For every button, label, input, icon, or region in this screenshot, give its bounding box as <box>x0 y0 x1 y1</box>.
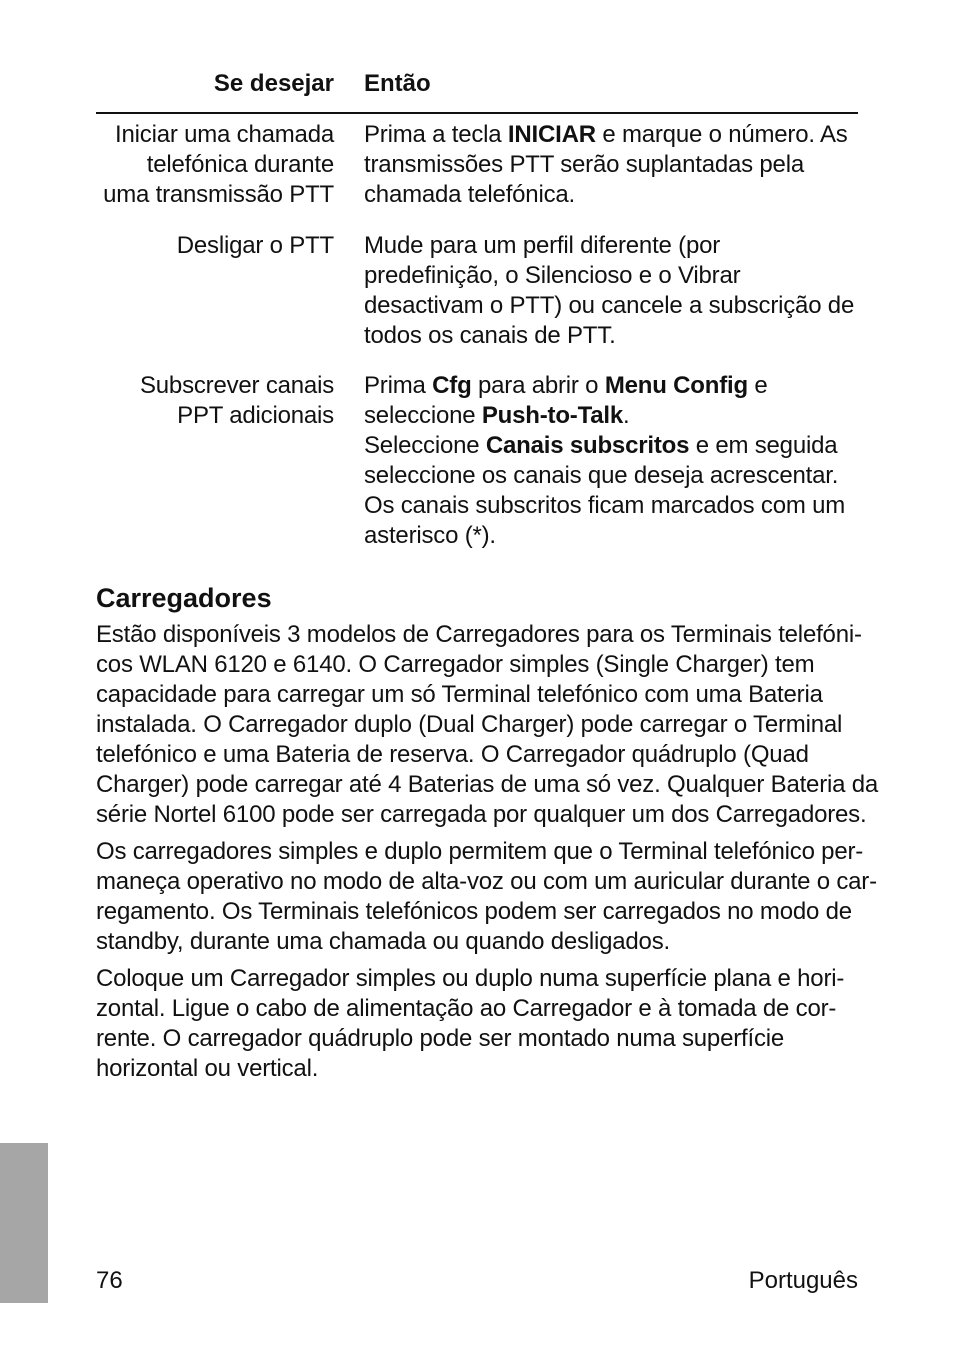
paragraph-line: cos WLAN 6120 e 6140. O Carregador simples (Single Charger) tem <box>96 651 815 678</box>
text-run: . <box>623 402 630 429</box>
action-line <box>364 401 864 431</box>
text-run: e marque o número. As <box>595 121 848 148</box>
key-cfg: Cfg <box>432 372 472 399</box>
paragraph-line: telefónico e uma Bateria de reserva. O Carregador quádruplo (Quad <box>96 741 809 768</box>
text-run: Prima a tecla <box>364 121 508 148</box>
row-condition <box>94 371 334 431</box>
row-condition <box>94 231 334 261</box>
paragraph <box>96 620 879 830</box>
text-run: Seleccione <box>364 432 486 459</box>
key-iniciar: INICIAR <box>507 121 596 148</box>
paragraph-line: série Nortel 6100 pode ser carregada por qualquer um dos Carregadores. <box>96 801 867 828</box>
text-run: seleccione <box>364 402 482 429</box>
text-run: Prima <box>364 372 433 399</box>
action-line <box>364 431 864 461</box>
action-line: Mude para um perfil diferente (por <box>364 232 721 259</box>
condition-line: Desligar o PTT <box>176 232 334 259</box>
action-line: chamada telefónica. <box>364 181 576 208</box>
row-action <box>364 231 864 351</box>
row-action <box>364 120 864 210</box>
section-title: Carregadores <box>96 583 272 613</box>
text-run: para abrir o <box>471 372 605 399</box>
page-number: 76 <box>96 1267 123 1294</box>
table-header <box>96 66 858 114</box>
menu-config-label: Menu Config <box>604 372 748 399</box>
condition-line: PPT adicionais <box>177 402 334 429</box>
condition-line: Iniciar uma chamada <box>115 121 334 148</box>
paragraph <box>96 837 877 957</box>
paragraph-line: Estão disponíveis 3 modelos de Carregadores para os Terminais telefóni- <box>96 621 862 648</box>
action-line: desactivam o PTT) ou cancele a subscrição de <box>364 292 855 319</box>
text-run: e <box>747 372 768 399</box>
header-se-desejar: Se desejar <box>213 70 334 97</box>
action-line <box>364 371 864 401</box>
paragraph-line: regamento. Os Terminais telefónicos podem ser carregados no modo de <box>96 898 852 925</box>
canais-subscritos-label: Canais subscritos <box>485 432 690 459</box>
paragraph-line: Charger) pode carregar até 4 Baterias de uma só vez. Qualquer Bateria da <box>96 771 879 798</box>
paragraph <box>96 964 866 1084</box>
paragraph-line: standby, durante uma chamada ou quando desligados. <box>96 928 670 955</box>
action-line: transmissões PTT serão suplantadas pela <box>364 151 804 178</box>
paragraph-line: rente. O carregador quádruplo pode ser montado numa superfície <box>96 1025 785 1052</box>
condition-line: uma transmissão PTT <box>103 181 334 208</box>
paragraph-line: instalada. O Carregador duplo (Dual Charger) pode carregar o Terminal <box>96 711 843 738</box>
row-condition <box>94 120 334 210</box>
action-line <box>364 120 864 150</box>
paragraph-line: maneça operativo no modo de alta-voz ou com um auricular durante o car- <box>96 868 877 895</box>
text-run: e em seguida <box>689 432 838 459</box>
condition-line: Subscrever canais <box>139 372 334 399</box>
action-line: predefinição, o Silencioso e o Vibrar <box>364 262 741 289</box>
paragraph-line: Os carregadores simples e duplo permitem que o Terminal telefónico per- <box>96 838 864 865</box>
paragraph-line: capacidade para carregar um só Terminal telefónico com uma Bateria <box>96 681 823 708</box>
action-line: asterisco (*). <box>364 522 496 549</box>
page-language: Português <box>748 1267 858 1294</box>
paragraph-line: Coloque um Carregador simples ou duplo numa superfície plana e hori- <box>96 965 845 992</box>
header-entao: Então <box>364 70 431 97</box>
paragraph-line: horizontal ou vertical. <box>96 1055 319 1082</box>
row-action <box>364 371 864 551</box>
action-line: Os canais subscritos ficam marcados com um <box>364 492 846 519</box>
action-line: todos os canais de PTT. <box>364 322 616 349</box>
paragraph-line: zontal. Ligue o cabo de alimentação ao Carregador e à tomada de cor- <box>96 995 837 1022</box>
condition-line: telefónica durante <box>146 151 334 178</box>
language-side-tab <box>0 1143 48 1303</box>
push-to-talk-label: Push-to-Talk <box>481 402 624 429</box>
action-line: seleccione os canais que deseja acrescentar. <box>364 462 839 489</box>
